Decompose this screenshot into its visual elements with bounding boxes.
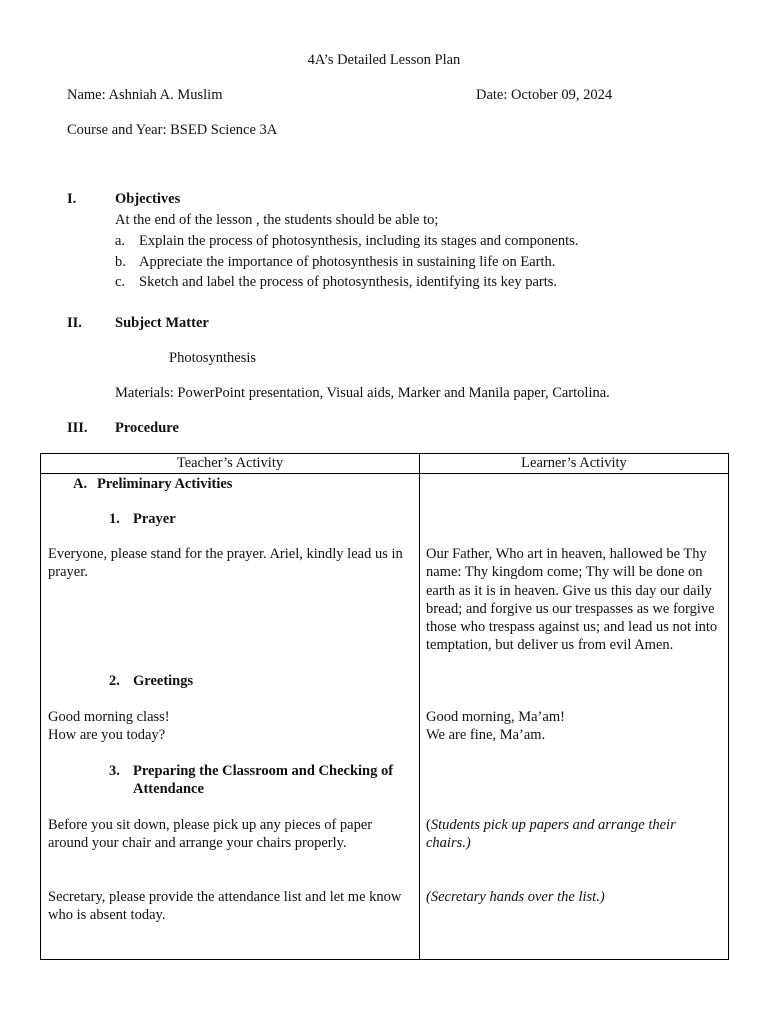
- text-line: Good morning class!: [48, 709, 170, 725]
- greetings-marker: 2.: [109, 673, 120, 689]
- text-line: How are you today?: [48, 727, 166, 744]
- learner-activity-header: Learner’s Activity: [521, 455, 627, 471]
- objective-item: Appreciate the importance of photosynthesis in sustaining life on Earth.: [139, 254, 556, 270]
- text-line: around your chair and arrange your chairs properly.: [48, 835, 347, 852]
- objective-marker: c.: [115, 274, 126, 290]
- teacher-activity-header: Teacher’s Activity: [176, 455, 284, 471]
- text-line: Attendance: [133, 781, 204, 798]
- objectives-intro: At the end of the lesson , the students should be able to;: [115, 212, 439, 228]
- preparing-marker: 3.: [109, 763, 120, 779]
- text-line: earth as it is in heaven. Give us this day our daily: [426, 582, 712, 599]
- lesson-date: Date: October 09, 2024: [476, 87, 613, 103]
- subject-topic: Photosynthesis: [169, 350, 257, 366]
- procedure-numeral: III.: [67, 420, 88, 436]
- text-line: chairs.): [426, 835, 471, 852]
- objective-item: Explain the process of photosynthesis, including its stages and components.: [139, 233, 579, 249]
- prayer-learner-text: [426, 545, 717, 655]
- text-line: We are fine, Ma’am.: [426, 727, 546, 744]
- text-line: Our Father, Who art in heaven, hallowed be Thy: [426, 546, 707, 562]
- objectives-numeral: I.: [67, 191, 77, 207]
- prayer-marker: 1.: [109, 511, 120, 527]
- procedure-table: [40, 453, 729, 960]
- text-line: temptation, but deliver us from evil Amen.: [426, 637, 674, 654]
- greetings-teacher-text: [48, 708, 170, 745]
- text-line: Good morning, Ma’am!: [426, 709, 565, 725]
- greetings-heading: Greetings: [133, 673, 194, 689]
- subject-matter-numeral: II.: [67, 315, 82, 331]
- objective-marker: b.: [115, 254, 126, 270]
- text-line: Preparing the Classroom and Checking of: [133, 763, 394, 779]
- objective-marker: a.: [115, 233, 126, 249]
- text-line: Students pick up papers and arrange their: [430, 817, 676, 833]
- procedure-heading: Procedure: [115, 420, 179, 436]
- open-paren: (: [426, 817, 431, 833]
- text-line: those who trespass against us; and lead us not into: [426, 619, 718, 636]
- subject-matter-heading: Subject Matter: [115, 315, 209, 331]
- objectives-heading: Objectives: [115, 191, 181, 207]
- header-divider: [41, 473, 728, 474]
- section-a-marker: A.: [73, 476, 88, 492]
- preparing-learner-text: [426, 816, 676, 853]
- materials: Materials: PowerPoint presentation, Visual aids, Marker and Manila paper, Cartolina.: [115, 385, 610, 401]
- text-line: prayer.: [48, 564, 88, 581]
- column-divider: [419, 454, 420, 959]
- attendance-learner-text: (Secretary hands over the list.): [426, 889, 605, 905]
- student-name: Name: Ashniah A. Muslim: [67, 87, 223, 103]
- preparing-heading: [133, 762, 393, 799]
- prayer-teacher-text: [48, 545, 403, 582]
- course-year: Course and Year: BSED Science 3A: [67, 122, 278, 138]
- prayer-heading: Prayer: [133, 511, 176, 527]
- document-title: 4A’s Detailed Lesson Plan: [307, 52, 461, 68]
- text-line: Before you sit down, please pick up any pieces of paper: [48, 817, 373, 833]
- text-line: who is absent today.: [48, 907, 166, 924]
- text-line: Everyone, please stand for the prayer. Ariel, kindly lead us in: [48, 546, 403, 562]
- text-line: bread; and forgive us our trespasses as we forgive: [426, 600, 715, 617]
- preparing-teacher-text: [48, 816, 372, 853]
- section-a-heading: Preliminary Activities: [97, 476, 233, 492]
- text-line: Secretary, please provide the attendance list and let me know: [48, 889, 402, 905]
- objective-item: Sketch and label the process of photosynthesis, identifying its key parts.: [139, 274, 558, 290]
- text-line: name: Thy kingdom come; Thy will be done on: [426, 564, 703, 581]
- greetings-learner-text: [426, 708, 565, 745]
- attendance-teacher-text: [48, 888, 401, 925]
